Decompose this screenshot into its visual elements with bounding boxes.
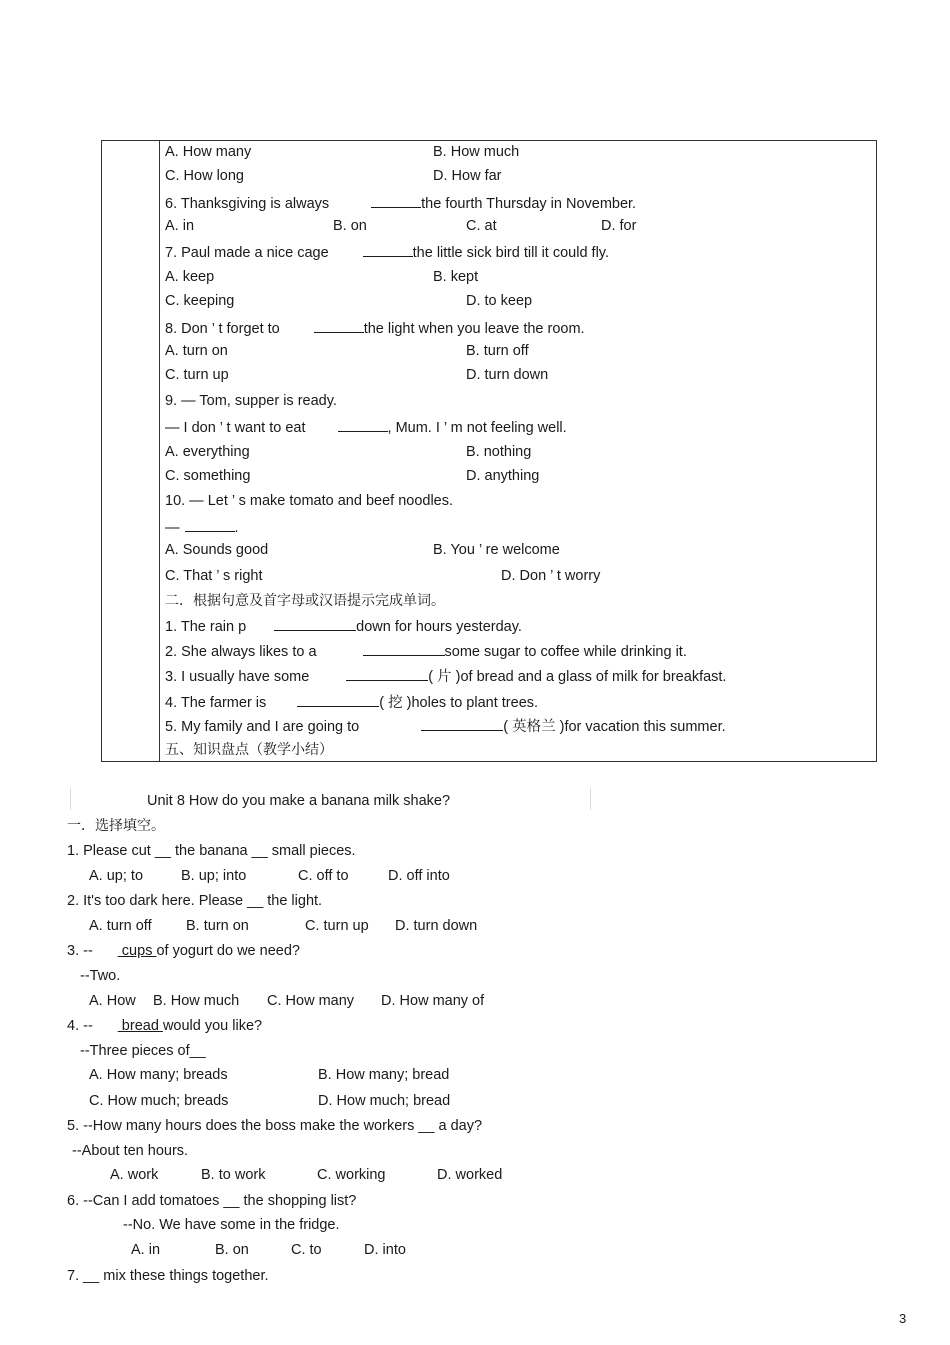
- option: C. to: [291, 1242, 322, 1258]
- question: 7. __ mix these things together.: [67, 1268, 269, 1284]
- option: B. turn off: [466, 343, 529, 359]
- option: A. How: [89, 993, 136, 1009]
- option: C. off to: [298, 868, 349, 884]
- answer-line: --No. We have some in the fridge.: [123, 1217, 340, 1233]
- option: D. anything: [466, 468, 540, 484]
- table-column-divider: [159, 140, 160, 762]
- option: B. You ’ re welcome: [433, 542, 560, 558]
- option: A. How many; breads: [89, 1067, 228, 1083]
- option: C. How long: [165, 168, 244, 184]
- option: B. kept: [433, 269, 479, 285]
- question: 6. --Can I add tomatoes __ the shopping list?: [67, 1193, 357, 1209]
- question: 1. Please cut __ the banana __ small pieces.: [67, 843, 356, 859]
- option: C. How much; breads: [89, 1093, 229, 1109]
- option: D. turn down: [466, 367, 549, 383]
- option: B. on: [333, 218, 367, 234]
- question-6: 6. Thanksgiving is always the fourth Thursday in November.: [165, 193, 636, 213]
- option: D. worked: [437, 1167, 503, 1183]
- option: D. to keep: [466, 293, 533, 309]
- option: D. turn down: [395, 918, 478, 934]
- option: A. turn on: [165, 343, 228, 359]
- option: D. into: [364, 1242, 406, 1258]
- option: D. How many of: [381, 993, 485, 1009]
- option: A. work: [110, 1167, 159, 1183]
- fill-item: 5. My family and I are going to ( 英格兰 )for vacation this summer.: [165, 716, 726, 736]
- option: C. at: [466, 218, 497, 234]
- unit-title: Unit 8 How do you make a banana milk shake?: [147, 793, 451, 809]
- section-heading: 五、知识盘点（教学小结）: [165, 741, 333, 757]
- option: A. in: [131, 1242, 161, 1258]
- option: C. That ’ s right: [165, 568, 263, 584]
- option: C. working: [317, 1167, 386, 1183]
- answer-line: --Two.: [80, 968, 121, 984]
- option: A. How many: [165, 144, 252, 160]
- option: A. turn off: [89, 918, 152, 934]
- option: B. to work: [201, 1167, 266, 1183]
- option: D. off into: [388, 868, 450, 884]
- question-9: 9. — Tom, supper is ready.: [165, 393, 337, 409]
- fill-item: 4. The farmer is ( 挖 )holes to plant trees.: [165, 692, 538, 712]
- page-number: 3: [899, 1311, 907, 1326]
- option: D. for: [601, 218, 637, 234]
- fill-item: 1. The rain p down for hours yesterday.: [165, 616, 522, 636]
- option: D. Don ’ t worry: [501, 568, 601, 584]
- option: A. Sounds good: [165, 542, 269, 558]
- fill-item: 3. I usually have some ( 片 )of bread and a glass of milk for breakfast.: [165, 666, 726, 686]
- title-rule: [70, 788, 71, 810]
- question-7: 7. Paul made a nice cage the little sick bird till it could fly.: [165, 242, 609, 262]
- question: 2. It's too dark here. Please __ the light.: [67, 893, 323, 909]
- option: B. up; into: [181, 868, 247, 884]
- question: 4. -- bread would you like?: [67, 1018, 263, 1034]
- option: D. How far: [433, 168, 502, 184]
- option: B. turn on: [186, 918, 249, 934]
- option: C. turn up: [165, 367, 229, 383]
- option: A. keep: [165, 269, 215, 285]
- option: D. How much; bread: [318, 1093, 451, 1109]
- option: B. How much: [433, 144, 520, 160]
- section-heading: 二．根据句意及首字母或汉语提示完成单词。: [165, 592, 445, 608]
- section-heading: 一．选择填空。: [67, 817, 165, 833]
- answer-line: --About ten hours.: [72, 1143, 189, 1159]
- option: C. keeping: [165, 293, 235, 309]
- answer-line: --Three pieces of__: [80, 1043, 206, 1059]
- option: A. everything: [165, 444, 250, 460]
- option: B. How much: [153, 993, 240, 1009]
- question-9-reply: — I don ’ t want to eat , Mum. I ’ m not feeling well.: [165, 417, 567, 437]
- question-10-reply: — .: [165, 517, 239, 537]
- option: B. on: [215, 1242, 249, 1258]
- question: 5. --How many hours does the boss make the workers __ a day?: [67, 1118, 483, 1134]
- option: B. How many; bread: [318, 1067, 450, 1083]
- option: C. How many: [267, 993, 355, 1009]
- fill-item: 2. She always likes to a some sugar to coffee while drinking it.: [165, 641, 687, 661]
- option: C. turn up: [305, 918, 369, 934]
- option: B. nothing: [466, 444, 532, 460]
- question-8: 8. Don ’ t forget to the light when you leave the room.: [165, 318, 585, 338]
- question: 3. -- cups of yogurt do we need?: [67, 943, 300, 959]
- option: A. up; to: [89, 868, 144, 884]
- question-10: 10. — Let ’ s make tomato and beef noodles.: [165, 493, 454, 509]
- option: C. something: [165, 468, 251, 484]
- option: A. in: [165, 218, 195, 234]
- title-rule: [590, 788, 591, 810]
